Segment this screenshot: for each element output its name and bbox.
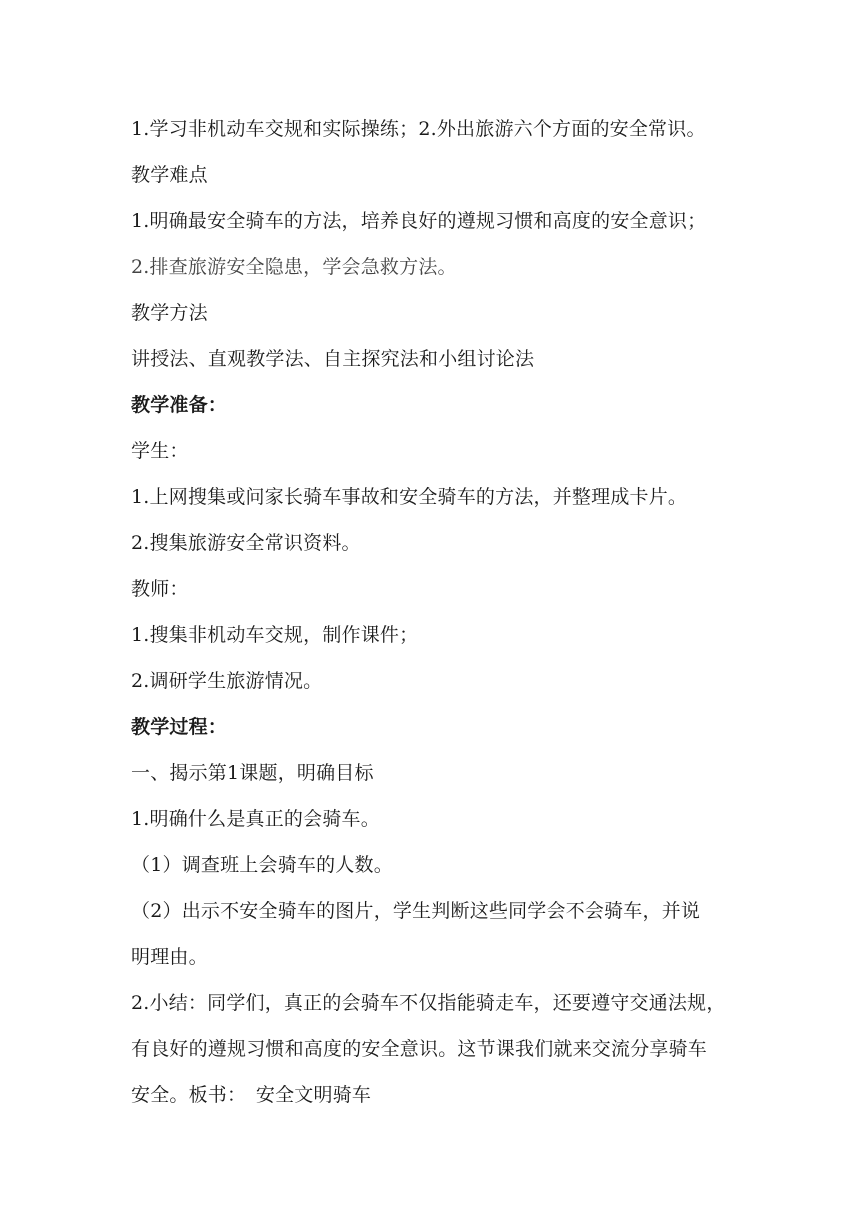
- student-prep-1: 1.上网搜集或问家长骑车事故和安全骑车的方法，并整理成卡片。: [131, 486, 688, 508]
- difficulty-line-1: 1.明确最安全骑车的方法，培养良好的遵规习惯和高度的安全意识；: [131, 210, 707, 232]
- teacher-label: 教师：: [131, 578, 189, 600]
- heading-teaching-preparation: 教学准备：: [131, 394, 228, 416]
- heading-teaching-process: 教学过程：: [131, 716, 228, 738]
- student-prep-2: 2.搜集旅游安全常识资料。: [131, 532, 361, 554]
- objective-line: 1.学习非机动车交规和实际操练；2.外出旅游六个方面的安全常识。: [131, 118, 706, 140]
- teacher-prep-1: 1.搜集非机动车交规，制作课件；: [131, 624, 419, 646]
- process-subitem-1: （1）调查班上会骑车的人数。: [131, 854, 393, 876]
- summary-line-2: 有良好的遵规习惯和高度的安全意识。这节课我们就来交流分享骑车: [131, 1038, 708, 1060]
- process-subitem-2: （2）出示不安全骑车的图片，学生判断这些同学会不会骑车，并说: [131, 900, 701, 922]
- method-line: 讲授法、直观教学法、自主探究法和小组讨论法: [131, 348, 535, 370]
- summary-line-3: 安全。板书： 安全文明骑车: [131, 1084, 372, 1106]
- student-label: 学生：: [131, 440, 189, 462]
- heading-teaching-method: 教学方法: [131, 302, 208, 324]
- process-subitem-2-cont: 明理由。: [131, 946, 208, 968]
- difficulty-line-2: 2.排查旅游安全隐患，学会急救方法。: [131, 256, 457, 278]
- process-section-1: 一、揭示第1课题，明确目标: [131, 762, 374, 784]
- process-item-1: 1.明确什么是真正的会骑车。: [131, 808, 380, 830]
- heading-teaching-difficulty: 教学难点: [131, 164, 208, 186]
- summary-line-1: 2.小结：同学们，真正的会骑车不仅指能骑走车，还要遵守交通法规，: [131, 992, 726, 1014]
- teacher-prep-2: 2.调研学生旅游情况。: [131, 670, 323, 692]
